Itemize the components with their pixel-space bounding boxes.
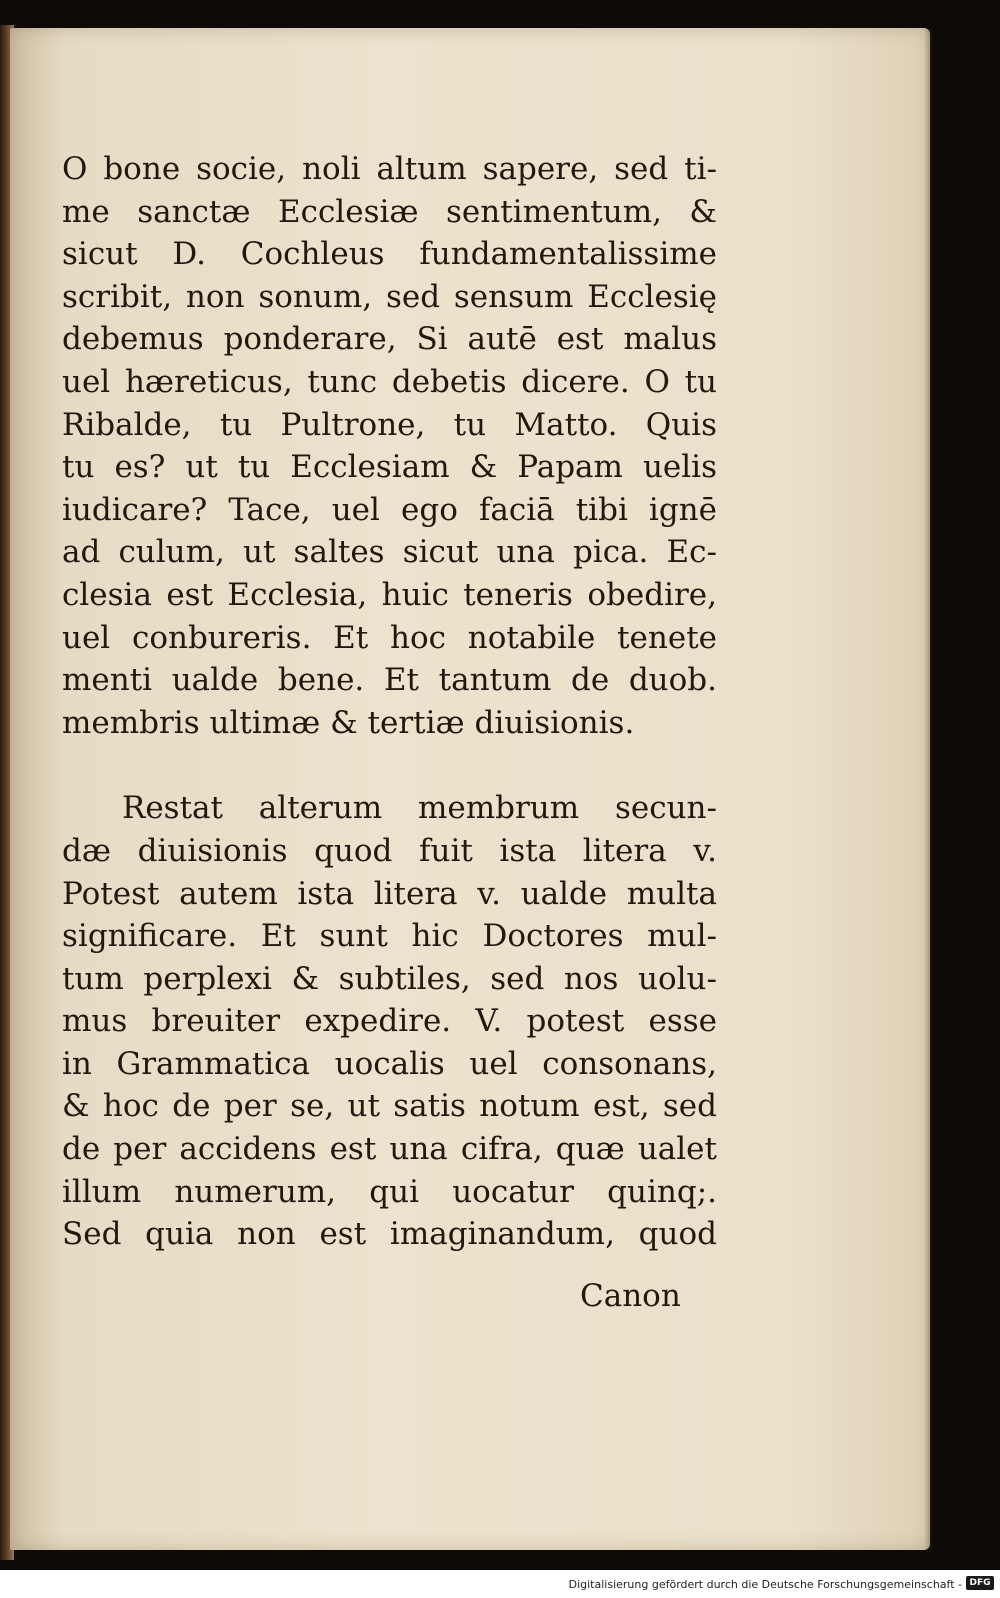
text-line: Potest autem ista litera v. ualde multa (62, 875, 717, 912)
page-text (62, 148, 717, 1256)
text-line: Restat alterum membrum secun- (122, 790, 717, 827)
text-line: uel conbureris. Et hoc notabile tenete (62, 619, 717, 656)
funding-credit: Digitalisierung gefördert durch die Deutsche Forschungsgemeinschaft - (568, 1578, 962, 1591)
text-line: & hoc de per se, ut satis notum est, sed (62, 1088, 717, 1125)
text-line: Sed quia non est imaginandum, quod (62, 1216, 717, 1253)
text-line: dæ diuisionis quod fuit ista litera v. (62, 832, 717, 869)
text-line: sicut D. Cochleus fundamentalissime (62, 236, 717, 273)
text-line: O bone socie, noli altum sapere, sed ti- (62, 151, 717, 187)
text-line: illum numerum, qui uocatur quinq;. (62, 1173, 717, 1210)
text-line: me sanctæ Ecclesiæ sentimentum, & (62, 193, 717, 230)
text-line: mus breuiter expedire. V. potest esse (62, 1003, 717, 1040)
text-line: de per accidens est una cifra, quæ ualet (62, 1131, 717, 1168)
text-line: in Grammatica uocalis uel consonans, (62, 1045, 717, 1082)
text-line: significare. Et sunt hic Doctores mul- (62, 918, 717, 955)
text-line: uel hæreticus, tunc debetis dicere. O tu (62, 363, 717, 400)
text-line: clesia est Ecclesia, huic teneris obedire, (62, 576, 717, 613)
catchword: Canon (580, 1278, 681, 1314)
text-line: Ribalde, tu Pultrone, tu Matto. Quis (62, 406, 717, 443)
paragraph-1 (62, 148, 717, 744)
text-line: ad culum, ut saltes sicut una pica. Ec- (62, 534, 717, 571)
text-line: tum perplexi & subtiles, sed nos uolu- (62, 960, 717, 997)
text-line: menti ualde bene. Et tantum de duob. (62, 662, 717, 699)
text-line: scribit, non sonum, sed sensum Ecclesię (62, 278, 717, 315)
paragraph-2 (62, 787, 717, 1256)
digitization-footer (0, 1570, 1000, 1598)
dfg-logo: DFG (966, 1576, 994, 1590)
text-line: debemus ponderare, Si autē est malus (62, 321, 717, 358)
text-line: tu es? ut tu Ecclesiam & Papam uelis (62, 449, 717, 486)
text-line: membris ultimæ & tertiæ diuisionis. (62, 704, 635, 741)
text-line: iudicare? Tace, uel ego faciā tibi ignē (62, 491, 717, 528)
book-page (10, 28, 930, 1550)
